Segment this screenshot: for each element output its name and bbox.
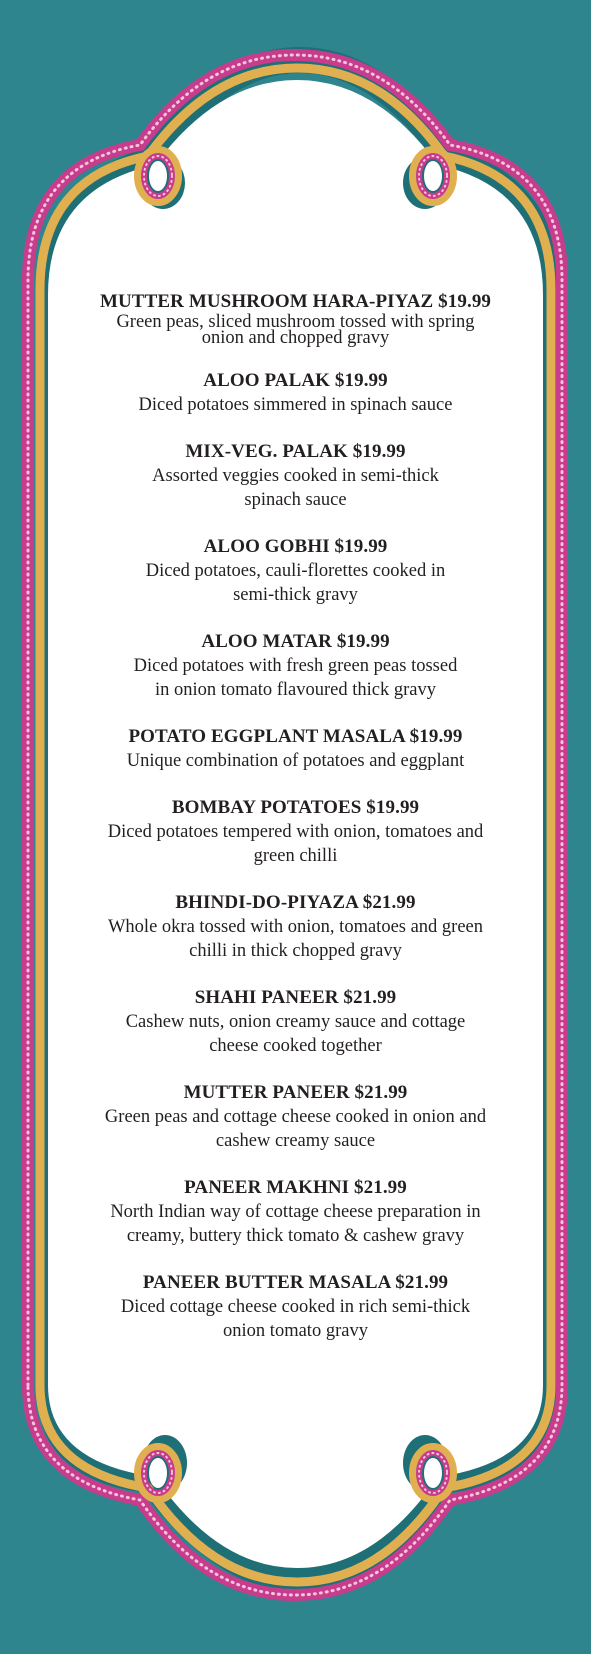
item-title: PANEER MAKHNI $21.99 bbox=[184, 1177, 407, 1198]
item-description: Assorted veggies cooked in semi-thick spinach sauce bbox=[152, 466, 439, 510]
menu-item bbox=[58, 891, 533, 963]
item-description: Diced potatoes with fresh green peas tossed in onion tomato flavoured thick gravy bbox=[133, 656, 458, 700]
menu-item bbox=[58, 796, 533, 868]
item-title: POTATO EGGPLANT MASALA $19.99 bbox=[128, 726, 463, 747]
menu-item bbox=[58, 630, 533, 702]
item-description: North Indian way of cottage cheese preparation in creamy, buttery thick tomato & cashew gravy bbox=[110, 1202, 481, 1246]
item-title: ALOO GOBHI $19.99 bbox=[203, 536, 388, 557]
menu-item bbox=[58, 535, 533, 607]
item-description: Unique combination of potatoes and eggplant bbox=[126, 751, 465, 771]
menu-item bbox=[58, 1081, 533, 1153]
item-title: MUTTER MUSHROOM HARA-PIYAZ $19.99 bbox=[99, 291, 492, 312]
menu-item bbox=[58, 1176, 533, 1248]
item-description: Diced potatoes tempered with onion, tomatoes and green chilli bbox=[107, 822, 484, 866]
menu-item bbox=[58, 440, 533, 512]
menu-list bbox=[58, 290, 533, 1366]
item-description: Green peas and cottage cheese cooked in onion and cashew creamy sauce bbox=[104, 1107, 487, 1151]
item-description: Green peas, sliced mushroom tossed with spring onion and chopped gravy bbox=[116, 312, 475, 348]
item-title: ALOO PALAK $19.99 bbox=[203, 370, 388, 391]
menu-item bbox=[58, 1271, 533, 1343]
item-title: BOMBAY POTATOES $19.99 bbox=[171, 797, 420, 818]
item-title: SHAHI PANEER $21.99 bbox=[194, 987, 397, 1008]
item-description: Diced potatoes simmered in spinach sauce bbox=[138, 395, 453, 415]
item-description: Cashew nuts, onion creamy sauce and cottage cheese cooked together bbox=[125, 1012, 466, 1056]
item-description: Diced cottage cheese cooked in rich semi-thick onion tomato gravy bbox=[120, 1297, 471, 1341]
item-description: Whole okra tossed with onion, tomatoes and green chilli in thick chopped gravy bbox=[107, 917, 484, 961]
item-description: Diced potatoes, cauli-florettes cooked in semi-thick gravy bbox=[145, 561, 446, 605]
menu-item bbox=[58, 725, 533, 773]
item-title: ALOO MATAR $19.99 bbox=[201, 631, 390, 652]
item-title: MIX-VEG. PALAK $19.99 bbox=[185, 441, 406, 462]
item-title: BHINDI-DO-PIYAZA $21.99 bbox=[175, 892, 416, 913]
item-title: MUTTER PANEER $21.99 bbox=[183, 1082, 408, 1103]
menu-item bbox=[58, 290, 533, 346]
item-title: PANEER BUTTER MASALA $21.99 bbox=[142, 1272, 449, 1293]
menu-item bbox=[58, 369, 533, 417]
menu-item bbox=[58, 986, 533, 1058]
